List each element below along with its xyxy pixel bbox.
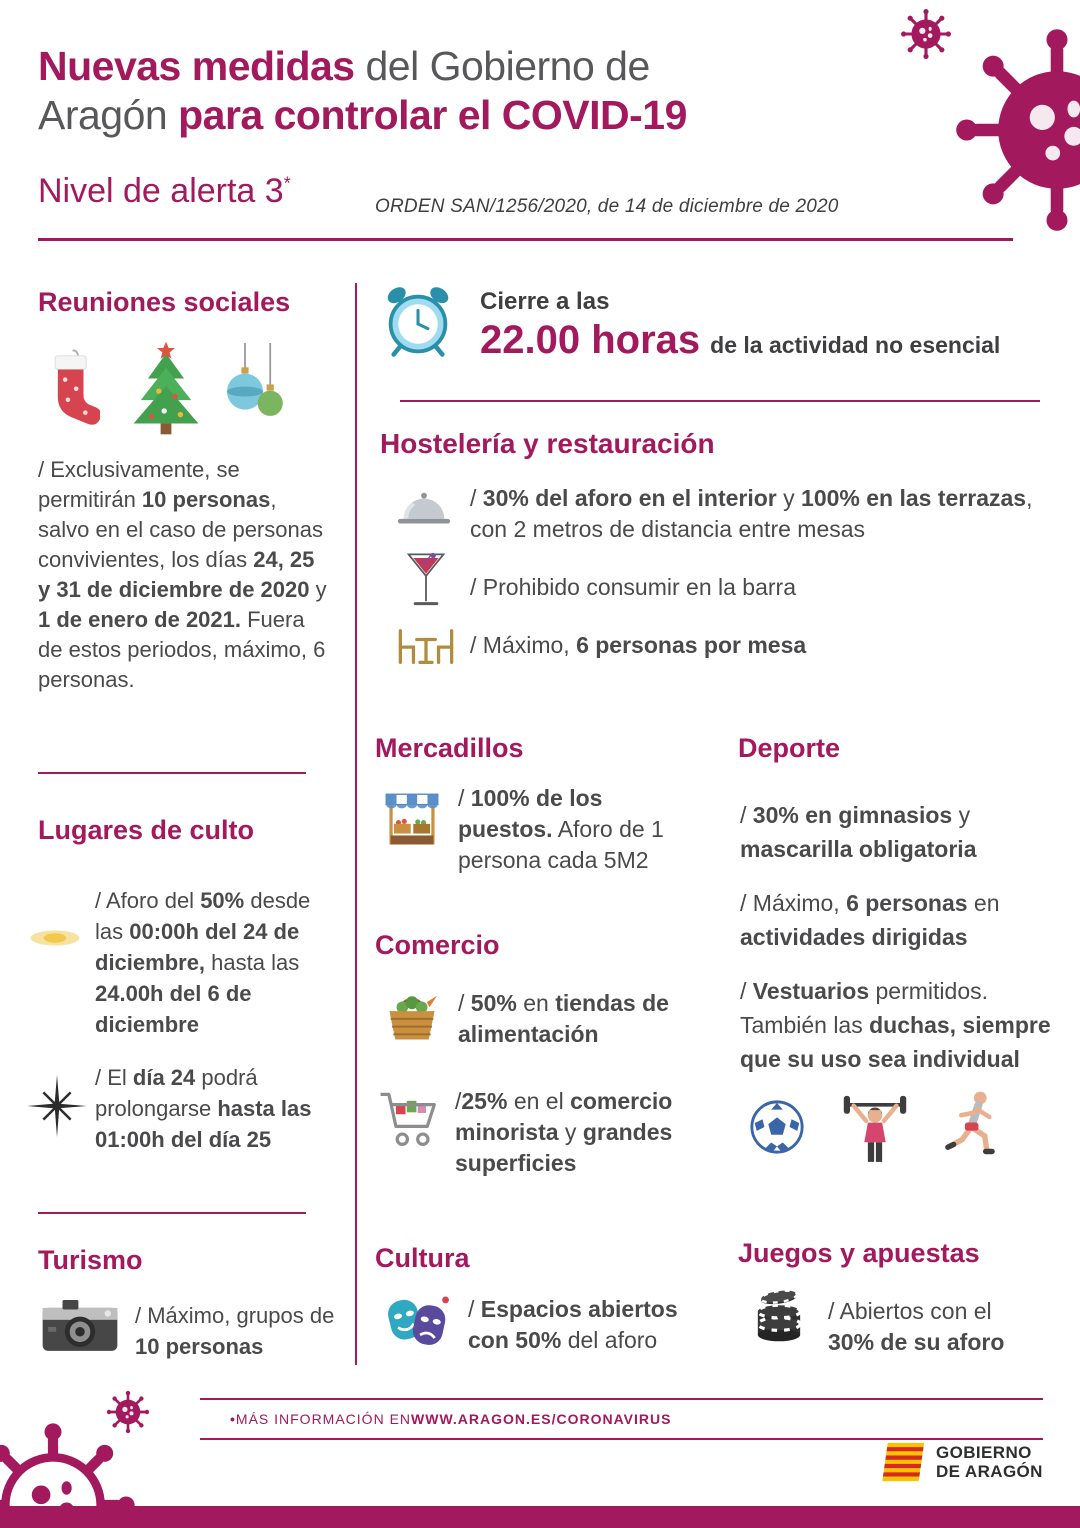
bottom-color-bar [0, 1506, 1080, 1528]
logo-line2: DE ARAGÓN [936, 1462, 1043, 1481]
camera-icon [40, 1292, 120, 1354]
header-divider [38, 238, 1013, 241]
page-title-line1: Nuevas medidas del Gobierno de [38, 43, 650, 89]
deporte-item-2: / Máximo, 6 personas en actividades dirigidas [740, 890, 1000, 950]
left-divider-2 [38, 1212, 306, 1214]
shopping-cart-icon [378, 1082, 442, 1158]
section-heading-turismo: Turismo [38, 1245, 143, 1275]
market-stall-icon [383, 790, 441, 850]
star-icon [26, 1075, 88, 1137]
gobierno-aragon-logo [882, 1442, 1043, 1482]
hosteleria-item-1: / 30% del aforo en el interior y 100% en las terrazas, con 2 metros de distancia entre mesas [470, 485, 1033, 542]
section-heading-deporte: Deporte [738, 733, 841, 763]
cultura-body: / Espacios abiertos con 50% del aforo [468, 1296, 678, 1353]
left-divider-1 [38, 772, 306, 774]
alarm-clock-icon [380, 283, 456, 359]
virus-icon [900, 8, 952, 60]
cocktail-icon [405, 552, 447, 612]
order-reference: ORDEN SAN/1256/2020, de 14 de diciembre de 2020 [375, 196, 839, 217]
stocking-icon [45, 348, 100, 436]
christmas-tree-icon [130, 340, 202, 436]
page-title-line2: Aragón para controlar el COVID-19 [38, 92, 687, 138]
closure-rest: de la actividad no esencial [710, 332, 1001, 358]
section-heading-comercio: Comercio [375, 930, 500, 960]
alert-level: Nivel de alerta 3* [38, 172, 291, 210]
section-heading-hosteleria: Hostelería y restauración [380, 428, 715, 459]
runner-icon [944, 1088, 1002, 1166]
table-chairs-icon [396, 624, 456, 668]
poker-chips-icon [750, 1288, 808, 1346]
closure-time: 22.00 horas [480, 318, 701, 362]
mercadillos-body: / 100% de los puestos. Aforo de 1 persona cada 5M2 [458, 785, 664, 873]
column-divider [355, 283, 357, 1365]
section-heading-culto: Lugares de culto [38, 815, 255, 845]
culto-item-2: / El día 24 podrá prolongarse hasta las 01:00h del día 25 [95, 1065, 312, 1152]
section-heading-juegos: Juegos y apuestas [738, 1238, 980, 1268]
grocery-basket-icon [383, 985, 441, 1045]
turismo-body: / Máximo, grupos de 10 personas [135, 1303, 335, 1359]
cloche-icon [395, 488, 453, 530]
closure-line1: Cierre a las [480, 288, 610, 315]
reuniones-body: / Exclusivamente, se permitirán 10 personas, salvo en el caso de personas convivientes, los días 24, 25 y 31 de diciembre de 2020 y 1 de enero de 2021. Fuera de estos periodos, máximo, 6 personas. [38, 457, 327, 692]
culto-item-1: / Aforo del 50% desde las 00:00h del 24 de diciembre, hasta las 24.00h del 6 de diciembre [95, 888, 311, 1037]
aragon-flag-icon [882, 1442, 926, 1482]
soccer-ball-icon [748, 1098, 806, 1156]
comercio-item-2: /25% en el comercio minorista y grandes superficies [455, 1088, 673, 1176]
comercio-item-1: / 50% en tiendas de alimentación [458, 990, 669, 1047]
section-heading-cultura: Cultura [375, 1243, 470, 1273]
deporte-item-3: / Vestuarios permitidos. También las duchas, siempre que su uso sea individual [740, 978, 1051, 1072]
footer-info-text: • MÁS INFORMACIÓN EN WWW.ARAGON.ES/CORONAVIRUS [230, 1411, 672, 1427]
weightlifter-icon [842, 1090, 908, 1166]
hosteleria-item-2: / Prohibido consumir en la barra [470, 574, 796, 600]
virus-icon [952, 25, 1080, 235]
closure-row [480, 318, 1000, 363]
candle-icon [26, 922, 84, 954]
deporte-item-1: / 30% en gimnasios y mascarilla obligatoria [740, 802, 977, 862]
theater-masks-icon [383, 1290, 451, 1352]
juegos-body: / Abiertos con el 30% de su aforo [828, 1298, 1005, 1355]
section-heading-mercadillos: Mercadillos [375, 733, 524, 763]
closure-divider [400, 400, 1040, 402]
footer-info-bar [200, 1398, 1043, 1440]
alert-asterisk: * [283, 173, 291, 194]
section-heading-reuniones: Reuniones sociales [38, 287, 291, 317]
logo-line1: GOBIERNO [936, 1443, 1032, 1462]
hosteleria-item-3: / Máximo, 6 personas por mesa [470, 632, 807, 658]
baubles-icon [218, 342, 290, 434]
